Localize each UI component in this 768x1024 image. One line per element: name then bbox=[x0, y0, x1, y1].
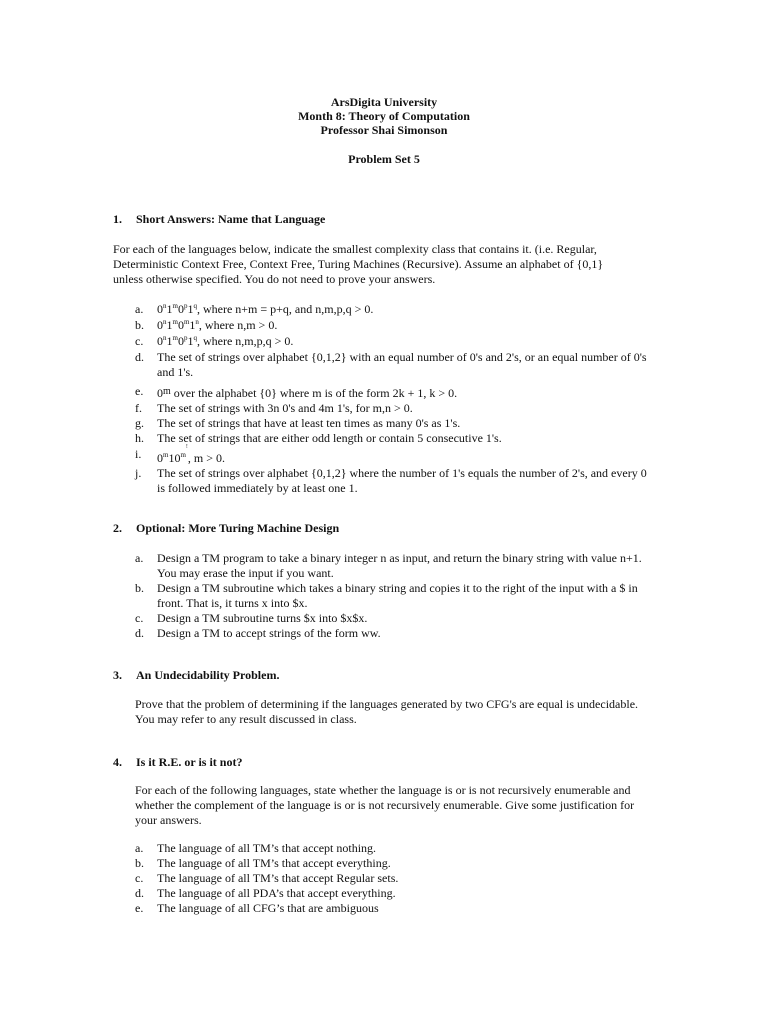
list-item bbox=[135, 611, 655, 626]
professor-name: Professor Shai Simonson bbox=[320, 123, 448, 137]
document-header bbox=[0, 95, 768, 137]
list-item bbox=[135, 401, 655, 416]
item-text: Design a TM to accept strings of the form ww. bbox=[157, 626, 381, 640]
list-item bbox=[135, 384, 655, 401]
list-item bbox=[135, 871, 655, 886]
item-text: The language of all TM’s that accept everything. bbox=[157, 856, 391, 870]
item-text: Design a TM subroutine turns $x into $x$x. bbox=[157, 611, 368, 625]
list-item bbox=[135, 626, 655, 641]
item-label: a. bbox=[135, 551, 144, 565]
list-item bbox=[135, 841, 655, 856]
item-text: The language of all PDA’s that accept everything. bbox=[157, 886, 396, 900]
item-label: c. bbox=[135, 611, 144, 625]
list-item bbox=[135, 901, 655, 916]
section-number: 4. bbox=[113, 755, 122, 769]
list-item bbox=[135, 551, 655, 581]
list-item bbox=[135, 886, 655, 901]
item-label: j. bbox=[135, 466, 142, 480]
item-label: c. bbox=[135, 334, 144, 348]
section-4-heading bbox=[113, 755, 653, 770]
item-text: The language of all TM’s that accept nothing. bbox=[157, 841, 377, 855]
list-item bbox=[135, 318, 655, 333]
section-1-heading bbox=[113, 212, 653, 227]
item-text: Design a TM program to take a binary integer n as input, and return the binary string with value n+1. You may erase the input if you want. bbox=[157, 551, 642, 580]
list-item bbox=[135, 444, 655, 466]
list-item bbox=[135, 431, 655, 446]
item-text: over the alphabet {0} where m is of the form 2k + 1, k > 0. bbox=[170, 386, 458, 400]
language-expression: $0^m10^{m!}$ bbox=[157, 444, 188, 465]
item-text: , where n+m = p+q, and n,m,p,q > 0. bbox=[196, 302, 374, 316]
section-1-list bbox=[135, 302, 655, 496]
item-label: d. bbox=[135, 886, 144, 900]
section-title: Is it R.E. or is it not? bbox=[136, 755, 243, 769]
section-number: 2. bbox=[113, 521, 122, 535]
list-item bbox=[135, 581, 655, 611]
item-text: The set of strings with 3n 0's and 4m 1's, for m,n > 0. bbox=[157, 401, 413, 415]
item-text: The language of all CFG’s that are ambiguous bbox=[157, 901, 379, 915]
section-3-intro: Prove that the problem of determining if the languages generated by two CFG's are equal is undecidable. You may refer to any result discussed in class. bbox=[135, 697, 639, 726]
item-text: , where n,m,p,q > 0. bbox=[196, 334, 294, 348]
list-item bbox=[135, 334, 655, 349]
item-text: The set of strings over alphabet {0,1,2} with an equal number of 0's and 2's, or an equal number of 0's and 1's. bbox=[157, 350, 647, 379]
item-label: c. bbox=[135, 871, 144, 885]
item-label: b. bbox=[135, 318, 144, 332]
section-3-heading bbox=[113, 668, 653, 683]
item-label: b. bbox=[135, 581, 144, 595]
section-number: 1. bbox=[113, 212, 122, 226]
item-text: The language of all TM’s that accept Regular sets. bbox=[157, 871, 399, 885]
section-title: An Undecidability Problem. bbox=[136, 668, 280, 682]
list-item bbox=[135, 416, 655, 431]
section-4-intro: For each of the following languages, state whether the language is or is not recursively enumerable and whether the complement of the language is or is not recursively enumerable. Give some justification for your answers. bbox=[135, 783, 635, 827]
item-label: i. bbox=[135, 447, 142, 461]
item-label: d. bbox=[135, 626, 144, 640]
list-item bbox=[135, 466, 655, 496]
section-2-heading bbox=[113, 521, 653, 536]
university-name: ArsDigita University bbox=[330, 95, 438, 109]
item-label: e. bbox=[135, 901, 144, 915]
item-text: The set of strings over alphabet {0,1,2} where the number of 1's equals the number of 2's, and every 0 is followed immediately by at least one 1. bbox=[157, 466, 647, 495]
item-label: g. bbox=[135, 416, 144, 430]
section-title: Short Answers: Name that Language bbox=[136, 212, 326, 226]
item-label: a. bbox=[135, 841, 144, 855]
list-item bbox=[135, 856, 655, 871]
item-text: The set of strings that are either odd length or contain 5 consecutive 1's. bbox=[157, 431, 502, 445]
course-title: Month 8: Theory of Computation bbox=[298, 109, 470, 123]
item-text: , m > 0. bbox=[187, 451, 226, 465]
item-label: d. bbox=[135, 350, 144, 364]
item-label: a. bbox=[135, 302, 144, 316]
item-text: Design a TM subroutine which takes a binary string and copies it to the right of the input with a $ in front. That is, it turns x into $x. bbox=[157, 581, 638, 610]
language-expression: 0$^n$1$^m$0$^p$1$^q$ bbox=[157, 334, 197, 348]
language-expression: 0$^n$1$^m$0$^p$1$^q$ bbox=[157, 302, 197, 316]
item-text: , where n,m > 0. bbox=[198, 318, 278, 332]
section-1-intro: For each of the languages below, indicate the smallest complexity class that contains it. (i.e. Regular, Deterministic Context Free, Context Free, Turing Machines (Recursive). Assume an alphabet of {0,1} unless otherwise specified. You do not need to prove your answers. bbox=[113, 242, 604, 286]
item-label: b. bbox=[135, 856, 144, 870]
language-expression: 0$^m$ bbox=[157, 386, 171, 400]
problem-set-title: Problem Set 5 bbox=[348, 152, 420, 166]
section-title: Optional: More Turing Machine Design bbox=[136, 521, 340, 535]
language-expression: 0$^n$1$^m$0$^m$1$^n$ bbox=[157, 318, 199, 332]
section-number: 3. bbox=[113, 668, 122, 682]
list-item bbox=[135, 350, 655, 380]
item-label: h. bbox=[135, 431, 144, 445]
list-item bbox=[135, 302, 655, 317]
section-2-list bbox=[135, 551, 655, 641]
item-label: f. bbox=[135, 401, 142, 415]
item-text: The set of strings that have at least ten times as many 0's as 1's. bbox=[157, 416, 461, 430]
item-label: e. bbox=[135, 384, 144, 398]
section-4-list bbox=[135, 841, 655, 916]
